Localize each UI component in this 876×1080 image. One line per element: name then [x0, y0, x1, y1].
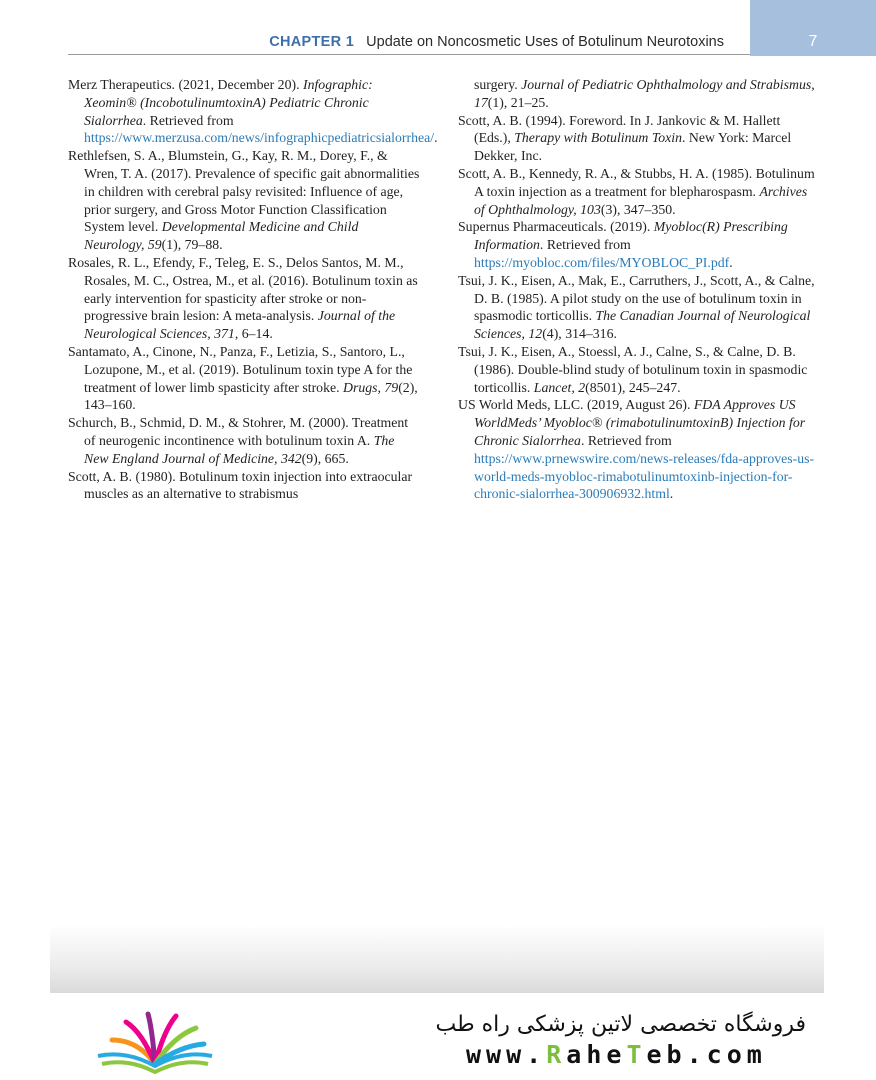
header-rule — [68, 54, 750, 55]
reference-text: . Retrieved from — [142, 112, 234, 128]
reference-text: (1), 79–88. — [161, 237, 223, 253]
reference-text: . — [729, 254, 733, 270]
reference-text: . — [434, 130, 438, 146]
reference-title: The Canadian Journal of Neurological Sciences, 12 — [474, 308, 811, 342]
reference-entry — [68, 254, 420, 343]
reference-title: Infographic: Xeomin® (IncobotulinumtoxinA) Pediatric Chronic Sialorrhea — [84, 77, 373, 128]
reference-title: Drugs, 79 — [343, 379, 399, 395]
reference-text: , 6–14. — [234, 326, 273, 342]
chapter-title: Update on Noncosmetic Uses of Botulinum Neurotoxins — [366, 34, 724, 50]
reference-entry — [68, 468, 420, 504]
reference-text: Santamato, A., Cinone, N., Panza, F., Letizia, S., Santoro, L., Lozupone, M., et al. (2019). Botulinum toxin type A for the treatment of lower limb spasticity after stroke. — [68, 343, 413, 395]
reference-text: US World Meds, LLC. (2019, August 26). — [458, 397, 694, 413]
reference-title: Journal of Pediatric Ophthalmology and Strabismus, 17 — [474, 77, 815, 110]
reference-entry — [458, 112, 820, 165]
reference-text: Supernus Pharmaceuticals. (2019). — [458, 219, 654, 235]
reference-text: Schurch, B., Schmid, D. M., & Stohrer, M. (2000). Treatment of neurogenic incontinence with botulinum toxin A. — [68, 415, 409, 448]
reference-title: Archives of Ophthalmology, 103 — [474, 183, 808, 217]
reference-title: FDA Approves US WorldMeds’ Myobloc® (rimabotulinumtoxinB) Injection for Chronic Sialorrhea — [474, 397, 806, 448]
watermark-persian-text: فروشگاه تخصصی لاتین پزشکی راه طب — [435, 1012, 806, 1037]
reference-link[interactable]: https://www.merzusa.com/news/infographicpediatricsialorrhea/ — [84, 130, 435, 146]
page-number: 7 — [808, 33, 818, 50]
reference-text: Merz Therapeutics. (2021, December 20). — [68, 77, 303, 92]
reference-text: Rosales, R. L., Efendy, F., Teleg, E. S., Delos Santos, M. M., Rosales, M. C., Ostrea, M., et al. (2016). Botulinum toxin as early intervention for spasticity after stroke or non-progressive brain lesion: A meta-analysis. — [68, 254, 418, 324]
reference-entry — [458, 76, 820, 112]
watermark-url-suffix: eb.com — [646, 1040, 767, 1069]
reference-text: Rethlefsen, S. A., Blumstein, G., Kay, R. M., Dorey, F., & Wren, T. A. (2017). Prevalence of specific gait abnormalities in children with cerebral palsy revisited: Influence of age, prior surgery, and Gross Motor Function Classification System level. — [68, 148, 420, 235]
references-right-column — [458, 76, 820, 503]
watermark-url[interactable] — [466, 1040, 767, 1069]
reference-text: . New York: Marcel Dekker, Inc. — [474, 130, 792, 164]
reference-title: The New England Journal of Medicine, 342 — [84, 432, 395, 466]
reference-text: (1), 21–25. — [487, 94, 549, 110]
reference-text: . Retrieved from — [539, 237, 631, 253]
reference-title: Journal of the Neurological Sciences, 371 — [84, 308, 396, 342]
reference-entry — [68, 147, 420, 254]
reference-entry — [458, 272, 820, 343]
reference-entry — [458, 343, 820, 396]
reference-link[interactable]: https://www.prnewswire.com/news-releases/fda-approves-us-world-meds-myobloc-rimabotulinumtoxinb-injection-for-chronic-sialorrhea-300906932.html — [474, 450, 815, 502]
reference-text: (4), 314–316. — [542, 326, 617, 342]
reference-entry — [458, 218, 820, 271]
running-header — [269, 34, 724, 50]
reference-title: Lancet, 2 — [533, 379, 586, 395]
watermark-url-prefix: www. — [466, 1040, 547, 1069]
page-bottom-shadow — [50, 925, 824, 993]
reference-text: Scott, A. B. (1980). Botulinum toxin injection into extraocular muscles as an alternative to strabismus — [68, 468, 413, 502]
reference-entry — [458, 396, 820, 503]
reference-title: Therapy with Botulinum Toxin — [514, 130, 682, 146]
reference-entry — [68, 343, 420, 414]
reference-link[interactable]: https://myobloc.com/files/MYOBLOC_PI.pdf — [474, 254, 730, 270]
watermark-url-t: T — [626, 1040, 647, 1069]
reference-text: Tsui, J. K., Eisen, A., Mak, E., Carruthers, J., Scott, A., & Calne, D. B. (1985). A pilot study on the use of botulinum toxin in spasmodic torticollis. — [458, 272, 815, 324]
chapter-label: CHAPTER 1 — [269, 34, 355, 50]
reference-entry — [68, 76, 438, 147]
reference-text: surgery. — [474, 77, 522, 92]
reference-text: (3), 347–350. — [600, 201, 676, 217]
reference-text: . — [669, 486, 674, 502]
reference-text: Tsui, J. K., Eisen, A., Stoessl, A. J., Calne, S., & Calne, D. B. (1986). Double-blind study of botulinum toxin in spasmodic torticollis. — [458, 343, 808, 395]
reference-entry — [68, 414, 420, 467]
reference-text: Scott, A. B. (1994). Foreword. In J. Jankovic & M. Hallett (Eds.), — [458, 112, 781, 146]
reference-entry — [458, 165, 820, 218]
reference-text: (2), 143–160. — [84, 379, 418, 413]
page-number-box — [750, 0, 876, 56]
reference-title: Myobloc(R) Prescribing Information — [474, 219, 788, 253]
watermark-url-r: R — [546, 1040, 567, 1069]
reference-title: Developmental Medicine and Child Neurology, 59 — [84, 219, 359, 253]
reference-text: Scott, A. B., Kennedy, R. A., & Stubbs, H. A. (1985). Botulinum A toxin injection as a treatment for blepharospasm. — [458, 165, 815, 199]
open-book-logo-icon — [92, 1010, 218, 1076]
reference-text: (8501), 245–247. — [585, 379, 681, 395]
reference-text: (9), 665. — [301, 450, 349, 466]
watermark-url-mid: ahe — [566, 1040, 627, 1069]
references-left-column — [68, 76, 438, 503]
reference-text: . Retrieved from — [580, 432, 672, 448]
